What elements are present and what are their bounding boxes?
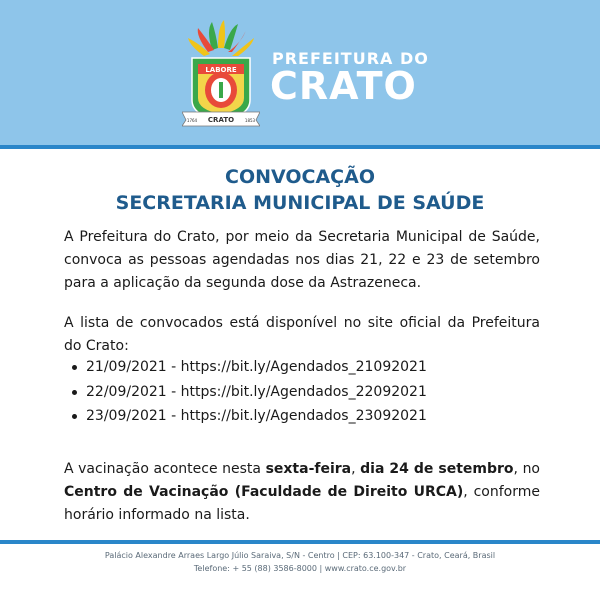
text-run: , conforme horário informado na lista. (64, 484, 540, 523)
crest-year-right: 1853 (244, 118, 256, 123)
footer-contact: Telefone: + 55 (88) 3586-8000 | www.crato.ce.gov.br (193, 564, 407, 573)
list-item[interactable]: 21/09/2021 - https://bit.ly/Agendados_21092021 (64, 355, 540, 380)
text-run: , no (513, 461, 541, 477)
list-item[interactable]: 23/09/2021 - https://bit.ly/Agendados_23092021 (64, 404, 540, 429)
header-divider (0, 145, 600, 149)
crest-motto: LABORE (205, 66, 237, 74)
page-subtitle: SECRETARIA MUNICIPAL DE SAÚDE (115, 192, 485, 214)
text-run-bold: dia 24 de setembro (360, 461, 514, 477)
brand-crato: CRATO (270, 64, 417, 108)
text-run-bold: Centro de Vacinação (Faculdade de Direito URCA) (64, 484, 464, 500)
brand-prefeitura-do: PREFEITURA DO (272, 49, 429, 68)
vaccination-info-paragraph (64, 458, 540, 527)
text-run: , (351, 461, 361, 477)
page-title: CONVOCAÇÃO (225, 166, 375, 188)
text-run: A vacinação acontece nesta (64, 461, 266, 477)
list-item[interactable]: 22/09/2021 - https://bit.ly/Agendados_22092021 (64, 380, 540, 405)
list-intro-paragraph: A lista de convocados está disponível no site oficial da Prefeitura do Crato: (64, 315, 540, 354)
intro-paragraph: A Prefeitura do Crato, por meio da Secretaria Municipal de Saúde, convoca as pessoas agendadas nos dias 21, 22 e 23 de setembro para a aplicação da segunda dose da Astrazeneca. (64, 229, 540, 291)
footer-address: Palácio Alexandre Arraes Largo Júlio Saraiva, S/N - Centro | CEP: 63.100-347 - Crato, Ceará, Brasil (104, 551, 496, 560)
schedule-links-list (64, 355, 540, 429)
crest-year-left: 1764 (186, 118, 198, 123)
crest-name: CRATO (207, 116, 235, 124)
text-run-bold: sexta-feira (265, 461, 352, 477)
crato-crest-logo (182, 20, 260, 128)
